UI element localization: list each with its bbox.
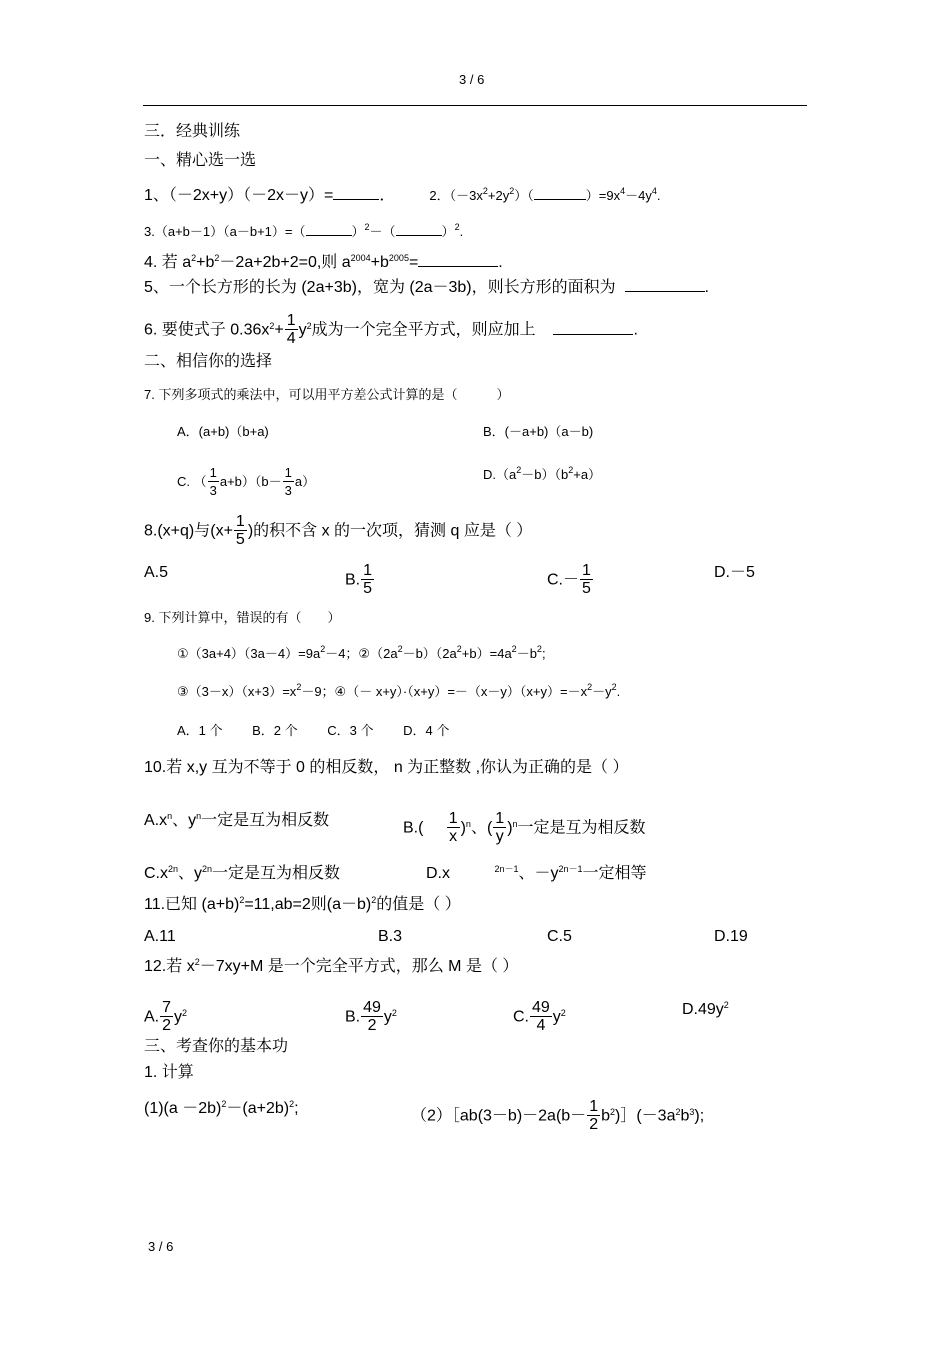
question-12-option-b: B. $\frac{49}{2}$ $y^2$ (345, 999, 397, 1034)
part1-title: 一、精心选一选 (144, 152, 257, 169)
question-12-stem: 12.若 $x^2-7xy+M$ 是一个完全平方式，那么 M 是（ ） (144, 957, 519, 975)
header-rule (143, 105, 807, 106)
question-10-option-c: $C.x^{2n}$、$y^{2n}$一定是互为相反数 (144, 864, 341, 882)
part2-title: 二、相信你的选择 (144, 353, 273, 370)
question-11-option-a: A.11 (144, 928, 176, 945)
part3-title: 三、考查你的基本功 (144, 1038, 289, 1055)
question-7-option-b: B．(－a+b)（a－b) (483, 424, 594, 439)
question-6: 6. 要使式子 $0.36x^2+$ $\frac{1}{4}$ $y^2$成为一个完全平方式，则应加上 . (144, 312, 638, 347)
question-4: 4. 若 $a^2+b^2-2a+2b+2=0$,则 $a^{2004}+b^{2005}=$ . (144, 253, 503, 271)
header-page-number: 3 / 6 (459, 72, 485, 87)
question-12-option-a: A. $\frac{7}{2}$ $y^2$ (144, 999, 188, 1034)
question-8-option-c: C.－ $\frac{1}{5}$ (547, 562, 591, 597)
part3-exercise-2: （2）［ab(3－b)－2a(b－ $\frac{1}{2}$ $b^2)](-3a^2b^3)$; (411, 1098, 705, 1133)
question-10-option-d: D.x $^{2n-1}$、$-y^{2n-1}$一定相等 (426, 864, 647, 882)
question-11-stem: 11.已知 $(a+b)^2=11,ab=2$则$(a-b)^2$的值是（ ） (144, 895, 461, 913)
part3-exercise-1: $(1)(a -2b)^2-(a+2b)^2$; (144, 1099, 299, 1117)
question-8-option-a: A.5 (144, 564, 169, 581)
question-12-option-d: $D.49y^2$ (682, 1000, 729, 1018)
question-7-option-a: A．(a+b)（b+a) (177, 424, 269, 439)
question-10-stem: 10.若 x,y 互为不等于 0 的相反数， n 为正整数 ,你认为正确的是（ ） (144, 759, 629, 776)
question-12-option-c: C. $\frac{49}{4}$ $y^2$ (513, 999, 566, 1034)
question-5: 5、一个长方形的长为 (2a+3b)，宽为 (2a－3b)，则长方形的面积为 . (144, 279, 709, 296)
question-11-option-c: C.5 (547, 928, 572, 945)
question-9-stem: 9. 下列计算中，错误的有（ ） (144, 610, 341, 625)
question-1-2: 1、（－2x+y）（－2x－y）= ． 2．$(-3x^2+2y^2)$（ ）$=9x^4-4y^4$. (144, 186, 661, 204)
question-11-option-d: D.19 (714, 928, 748, 945)
question-9-line-1: $①(3a+4)(3a-4)=9a^2-4$；$②(2a^2-b)(2a^2+b)=4a^2-b^2$; (177, 644, 546, 661)
fraction-one-quarter: $\frac{1}{4}$ (286, 312, 296, 347)
question-9-line-2: $③(3-x)(x+3)=x^2-9$；④（－ $x+y)\cdot(x+y)=-(x-y)(x+y)=-x^2-y^2$. (177, 682, 621, 699)
question-7-option-d: $D.(a^2-b)(b^2+a)$ (483, 465, 602, 482)
question-8-option-d: D.－5 (714, 564, 755, 581)
question-10-option-b: B.( $\frac{1}{x}$ )$^n$、( $\frac{1}{y}$ )$^n$一定是互为相反数 (403, 810, 646, 845)
question-7-stem: 7. 下列多项式的乘法中，可以用平方差公式计算的是（ ） (144, 387, 510, 402)
question-8-option-b: B. $\frac{1}{5}$ (345, 562, 373, 597)
footer-page-number: 3 / 6 (148, 1239, 174, 1254)
section-title: 三．经典训练 (144, 123, 241, 140)
question-3: 3.（a+b－1）（a－b+1）=（ ）$^2$－（ ）$^2$. (144, 222, 464, 239)
question-9-options: A．1 个 B．2 个 C．3 个 D．4 个 (177, 723, 450, 738)
question-11-option-b: B.3 (378, 928, 403, 945)
question-10-option-a: $A.x^n$、$y^n$一定是互为相反数 (144, 811, 330, 829)
question-7-option-c: C. （ $\frac{1}{3}$ a+b）（b－ $\frac{1}{3}$ a） (177, 465, 316, 498)
question-8-stem: 8.(x+q)与(x+ $\frac{1}{5}$ )的积不含 x 的一次项，猜测 q 应是（ ） (144, 513, 533, 548)
part3-question-1: 1. 计算 (144, 1064, 194, 1081)
